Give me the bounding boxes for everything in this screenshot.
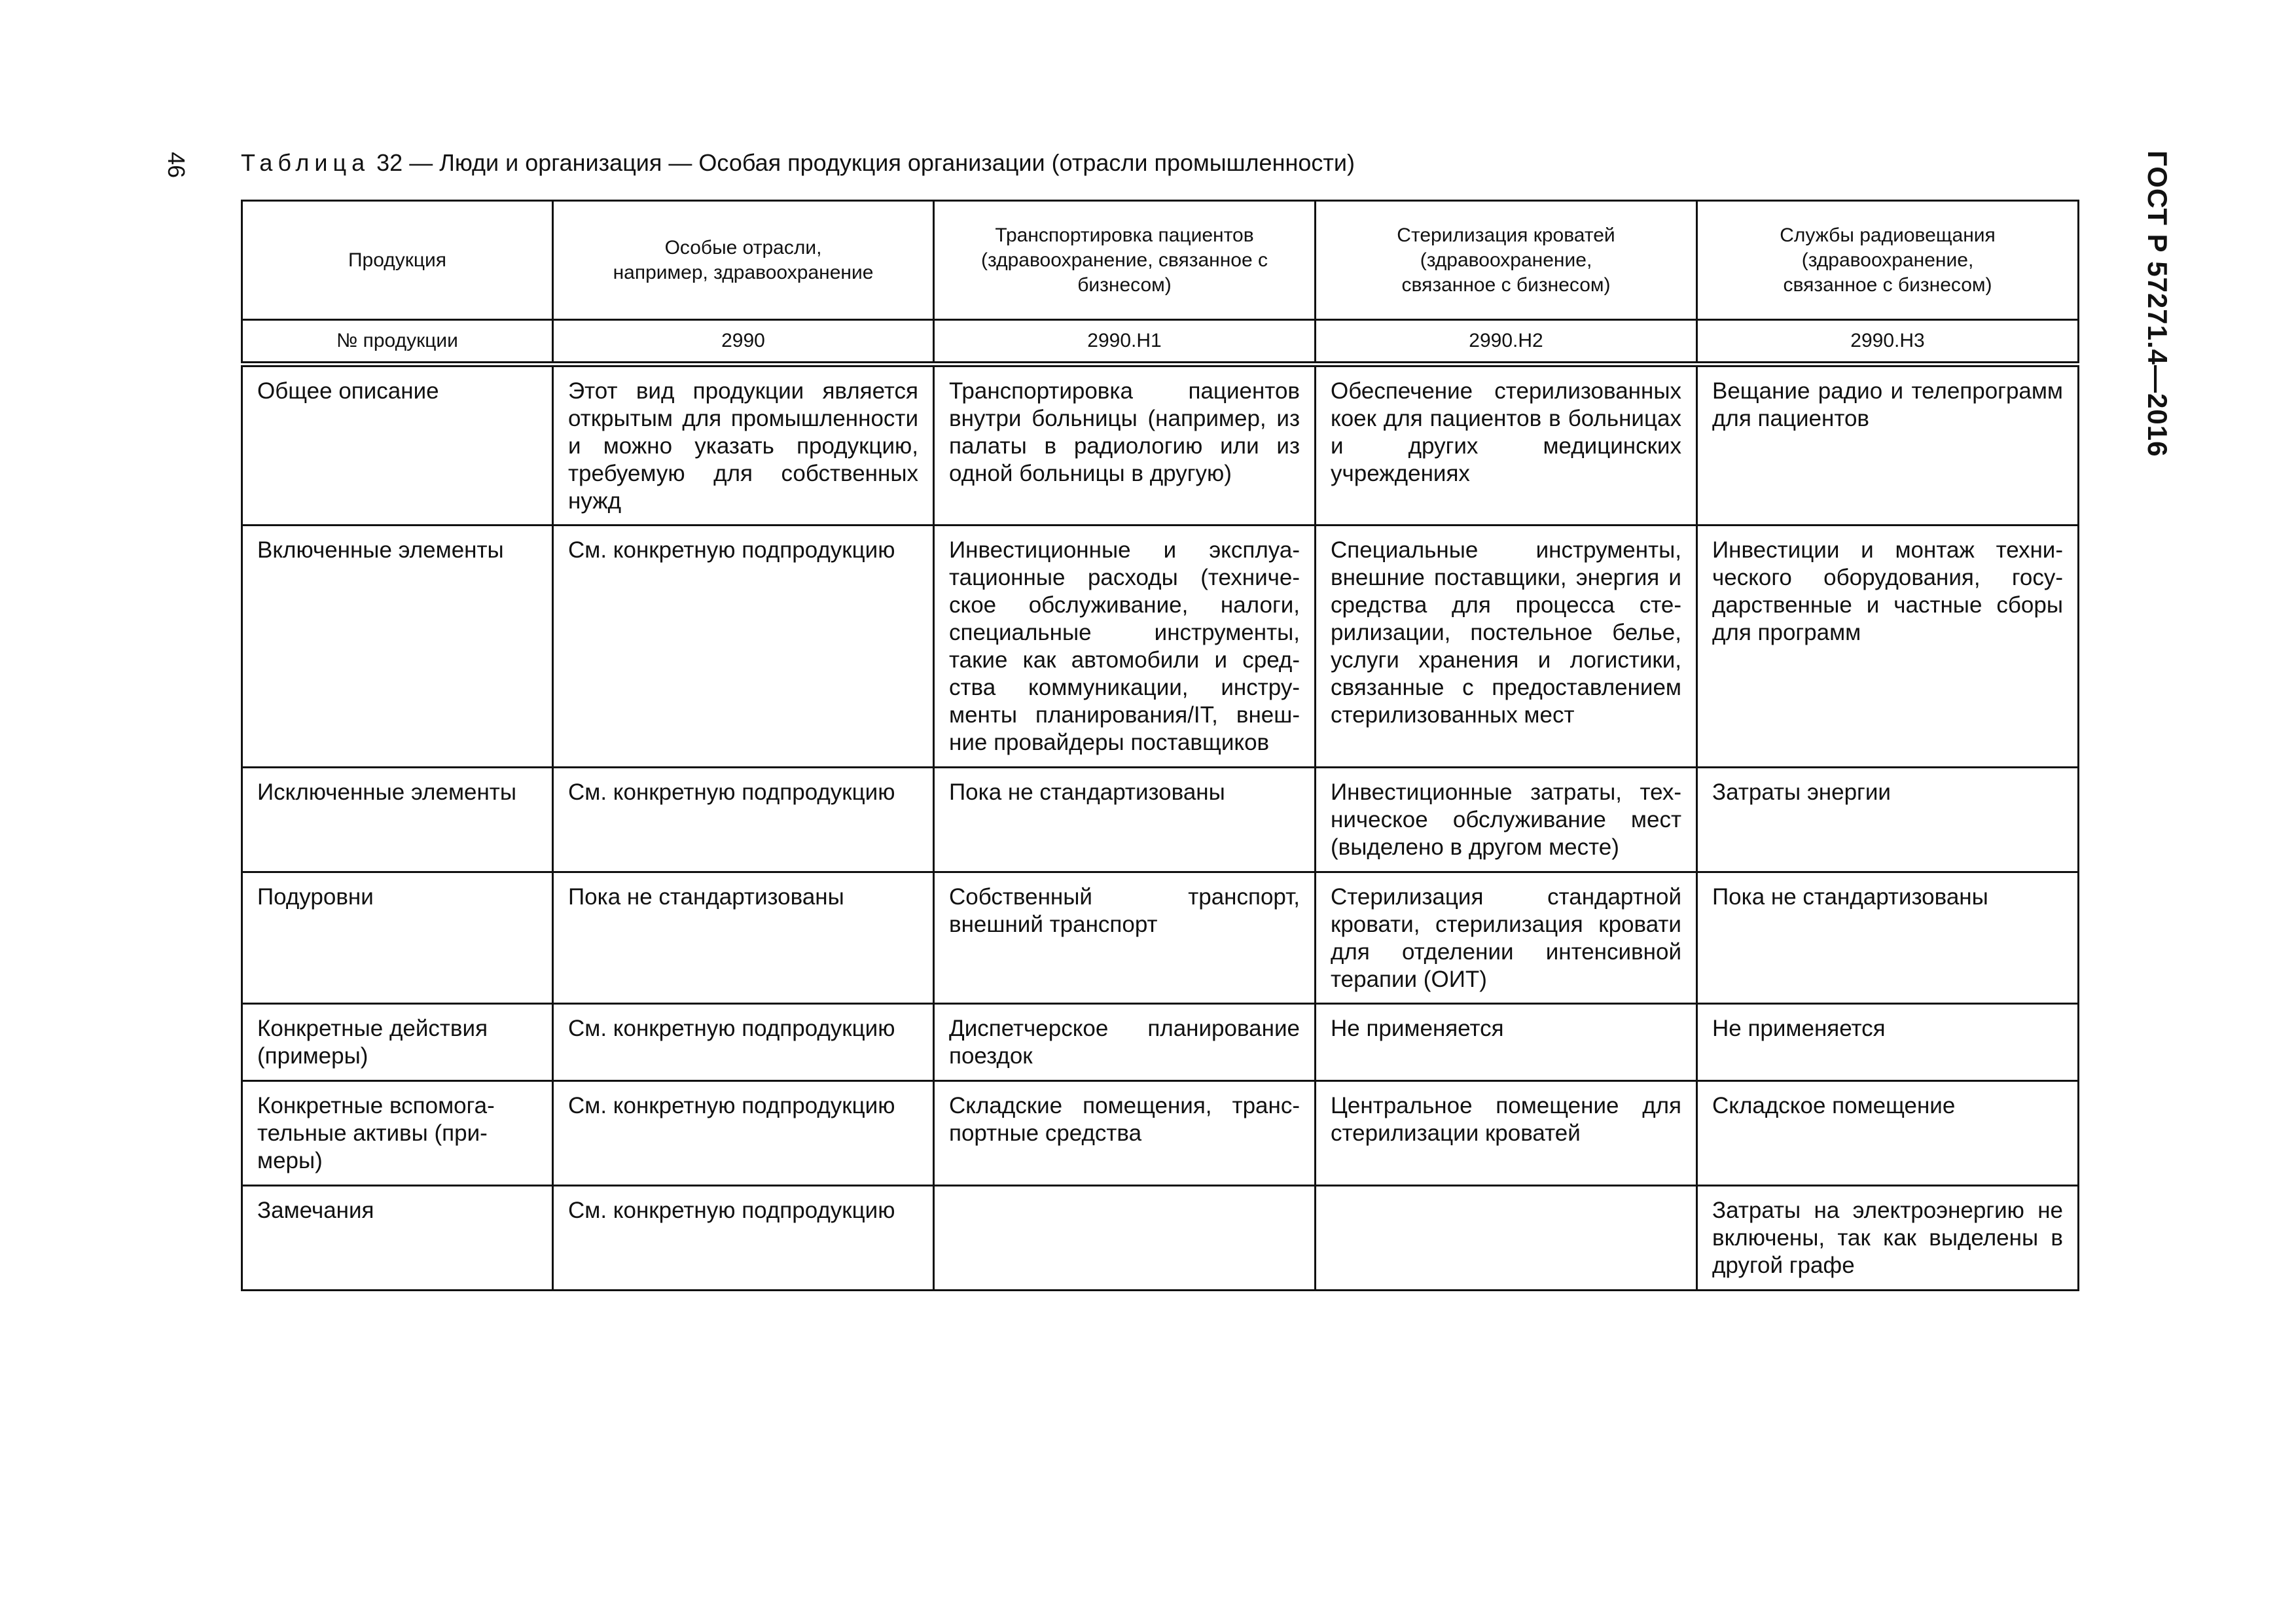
table-cell: Пока не стандартизованы — [1697, 872, 2079, 1004]
table-cell — [1316, 1186, 1697, 1291]
table-row — [242, 526, 2079, 768]
product-number-cell: 2990 — [553, 320, 934, 365]
table-row — [242, 365, 2079, 526]
header-cell: Продукция — [242, 201, 553, 320]
table-cell: Затраты энергии — [1697, 768, 2079, 872]
table-cell: Пока не стандартизованы — [934, 768, 1316, 872]
table-cell: Инвестиционные затраты, техническое обслуживание мест (выделено в другом месте) — [1316, 768, 1697, 872]
table-header-row — [242, 201, 2079, 320]
table-row — [242, 768, 2079, 872]
table-cell: Вещание радио и телепрограмм для пациентов — [1697, 365, 2079, 526]
table-cell: См. конкретную подпродукцию — [553, 1081, 934, 1186]
table-cell: Складское помещение — [1697, 1081, 2079, 1186]
page-number: 46 — [163, 152, 190, 179]
row-label-cell: Общее описание — [242, 365, 553, 526]
product-number-cell: № продукции — [242, 320, 553, 365]
table-cell: Затраты на электроэнергию не включены, так как выделены в другой графе — [1697, 1186, 2079, 1291]
header-cell: Службы радиовещания (здравоохранение, связанное с бизнесом) — [1697, 201, 2079, 320]
product-number-cell: 2990.H2 — [1316, 320, 1697, 365]
table-cell: Обеспечение стерилизованных коек для пациентов в больницах и других медицинских учреждениях — [1316, 365, 1697, 526]
row-label-cell: Замечания — [242, 1186, 553, 1291]
table-cell: Пока не стандартизованы — [553, 872, 934, 1004]
table-cell: Специальные инструменты, внешние поставщики, энергия и средства для процесса стерилизации, постельное белье, услуги хранения и логистики, связанные с предоставлением стерилизованных мест — [1316, 526, 1697, 768]
row-label-cell: Конкретные вспомогательные активы (примеры) — [242, 1081, 553, 1186]
header-cell: Транспортировка пациентов (здравоохранение, связанное с бизнесом) — [934, 201, 1316, 320]
table-cell: См. конкретную подпродукцию — [553, 1186, 934, 1291]
standard-designation: ГОСТ Р 57271.4—2016 — [2142, 151, 2173, 457]
table-cell: См. конкретную подпродукцию — [553, 526, 934, 768]
table-cell: Инвестиции и монтаж технического оборудования, государственные и частные сборы для программ — [1697, 526, 2079, 768]
table-row — [242, 1081, 2079, 1186]
table-row — [242, 1186, 2079, 1291]
table-cell: См. конкретную подпродукцию — [553, 768, 934, 872]
table-caption-text: 32 — Люди и организация — Особая продукция организации (отрасли промышленности) — [370, 149, 1355, 176]
table-cell: Не применяется — [1697, 1004, 2079, 1081]
table-body — [242, 365, 2079, 1291]
row-label-cell: Исключенные элементы — [242, 768, 553, 872]
table-row — [242, 1004, 2079, 1081]
row-label-cell: Подуровни — [242, 872, 553, 1004]
table-cell: Транспортировка пациентов внутри больницы (например, из палаты в радиологию или из одной больницы в другую) — [934, 365, 1316, 526]
header-cell: Особые отрасли, например, здравоохранение — [553, 201, 934, 320]
table-cell: Центральное помещение для стерилизации кроватей — [1316, 1081, 1697, 1186]
product-number-row — [242, 320, 2079, 365]
products-table — [241, 200, 2079, 1291]
table-caption — [241, 149, 1355, 177]
row-label-cell: Конкретные действия (примеры) — [242, 1004, 553, 1081]
table-cell — [934, 1186, 1316, 1291]
table-caption-label: Таблица — [241, 149, 370, 176]
product-number-cell: 2990.H1 — [934, 320, 1316, 365]
table-cell: Этот вид продукции является открытым для промышленности и можно указать продукцию, требуемую для собственных нужд — [553, 365, 934, 526]
table-cell: Стерилизация стандартной кровати, стерилизация кровати для отделении интенсивной терапии (ОИТ) — [1316, 872, 1697, 1004]
table-cell: Складские помещения, транспортные средства — [934, 1081, 1316, 1186]
table-cell: Инвестиционные и эксплуатационные расходы (техническое обслуживание, налоги, специальные инструменты, такие как автомобили и средства коммуникации, инструменты планирования/IT, внешние провайдеры поставщиков — [934, 526, 1316, 768]
header-cell: Стерилизация кроватей (здравоохранение, связанное с бизнесом) — [1316, 201, 1697, 320]
table-cell: См. конкретную подпродукцию — [553, 1004, 934, 1081]
table-cell: Собственный транспорт, внешний транспорт — [934, 872, 1316, 1004]
row-label-cell: Включенные элементы — [242, 526, 553, 768]
product-number-cell: 2990.H3 — [1697, 320, 2079, 365]
table-cell: Не применяется — [1316, 1004, 1697, 1081]
table-row — [242, 872, 2079, 1004]
table-cell: Диспетчерское планирование поездок — [934, 1004, 1316, 1081]
